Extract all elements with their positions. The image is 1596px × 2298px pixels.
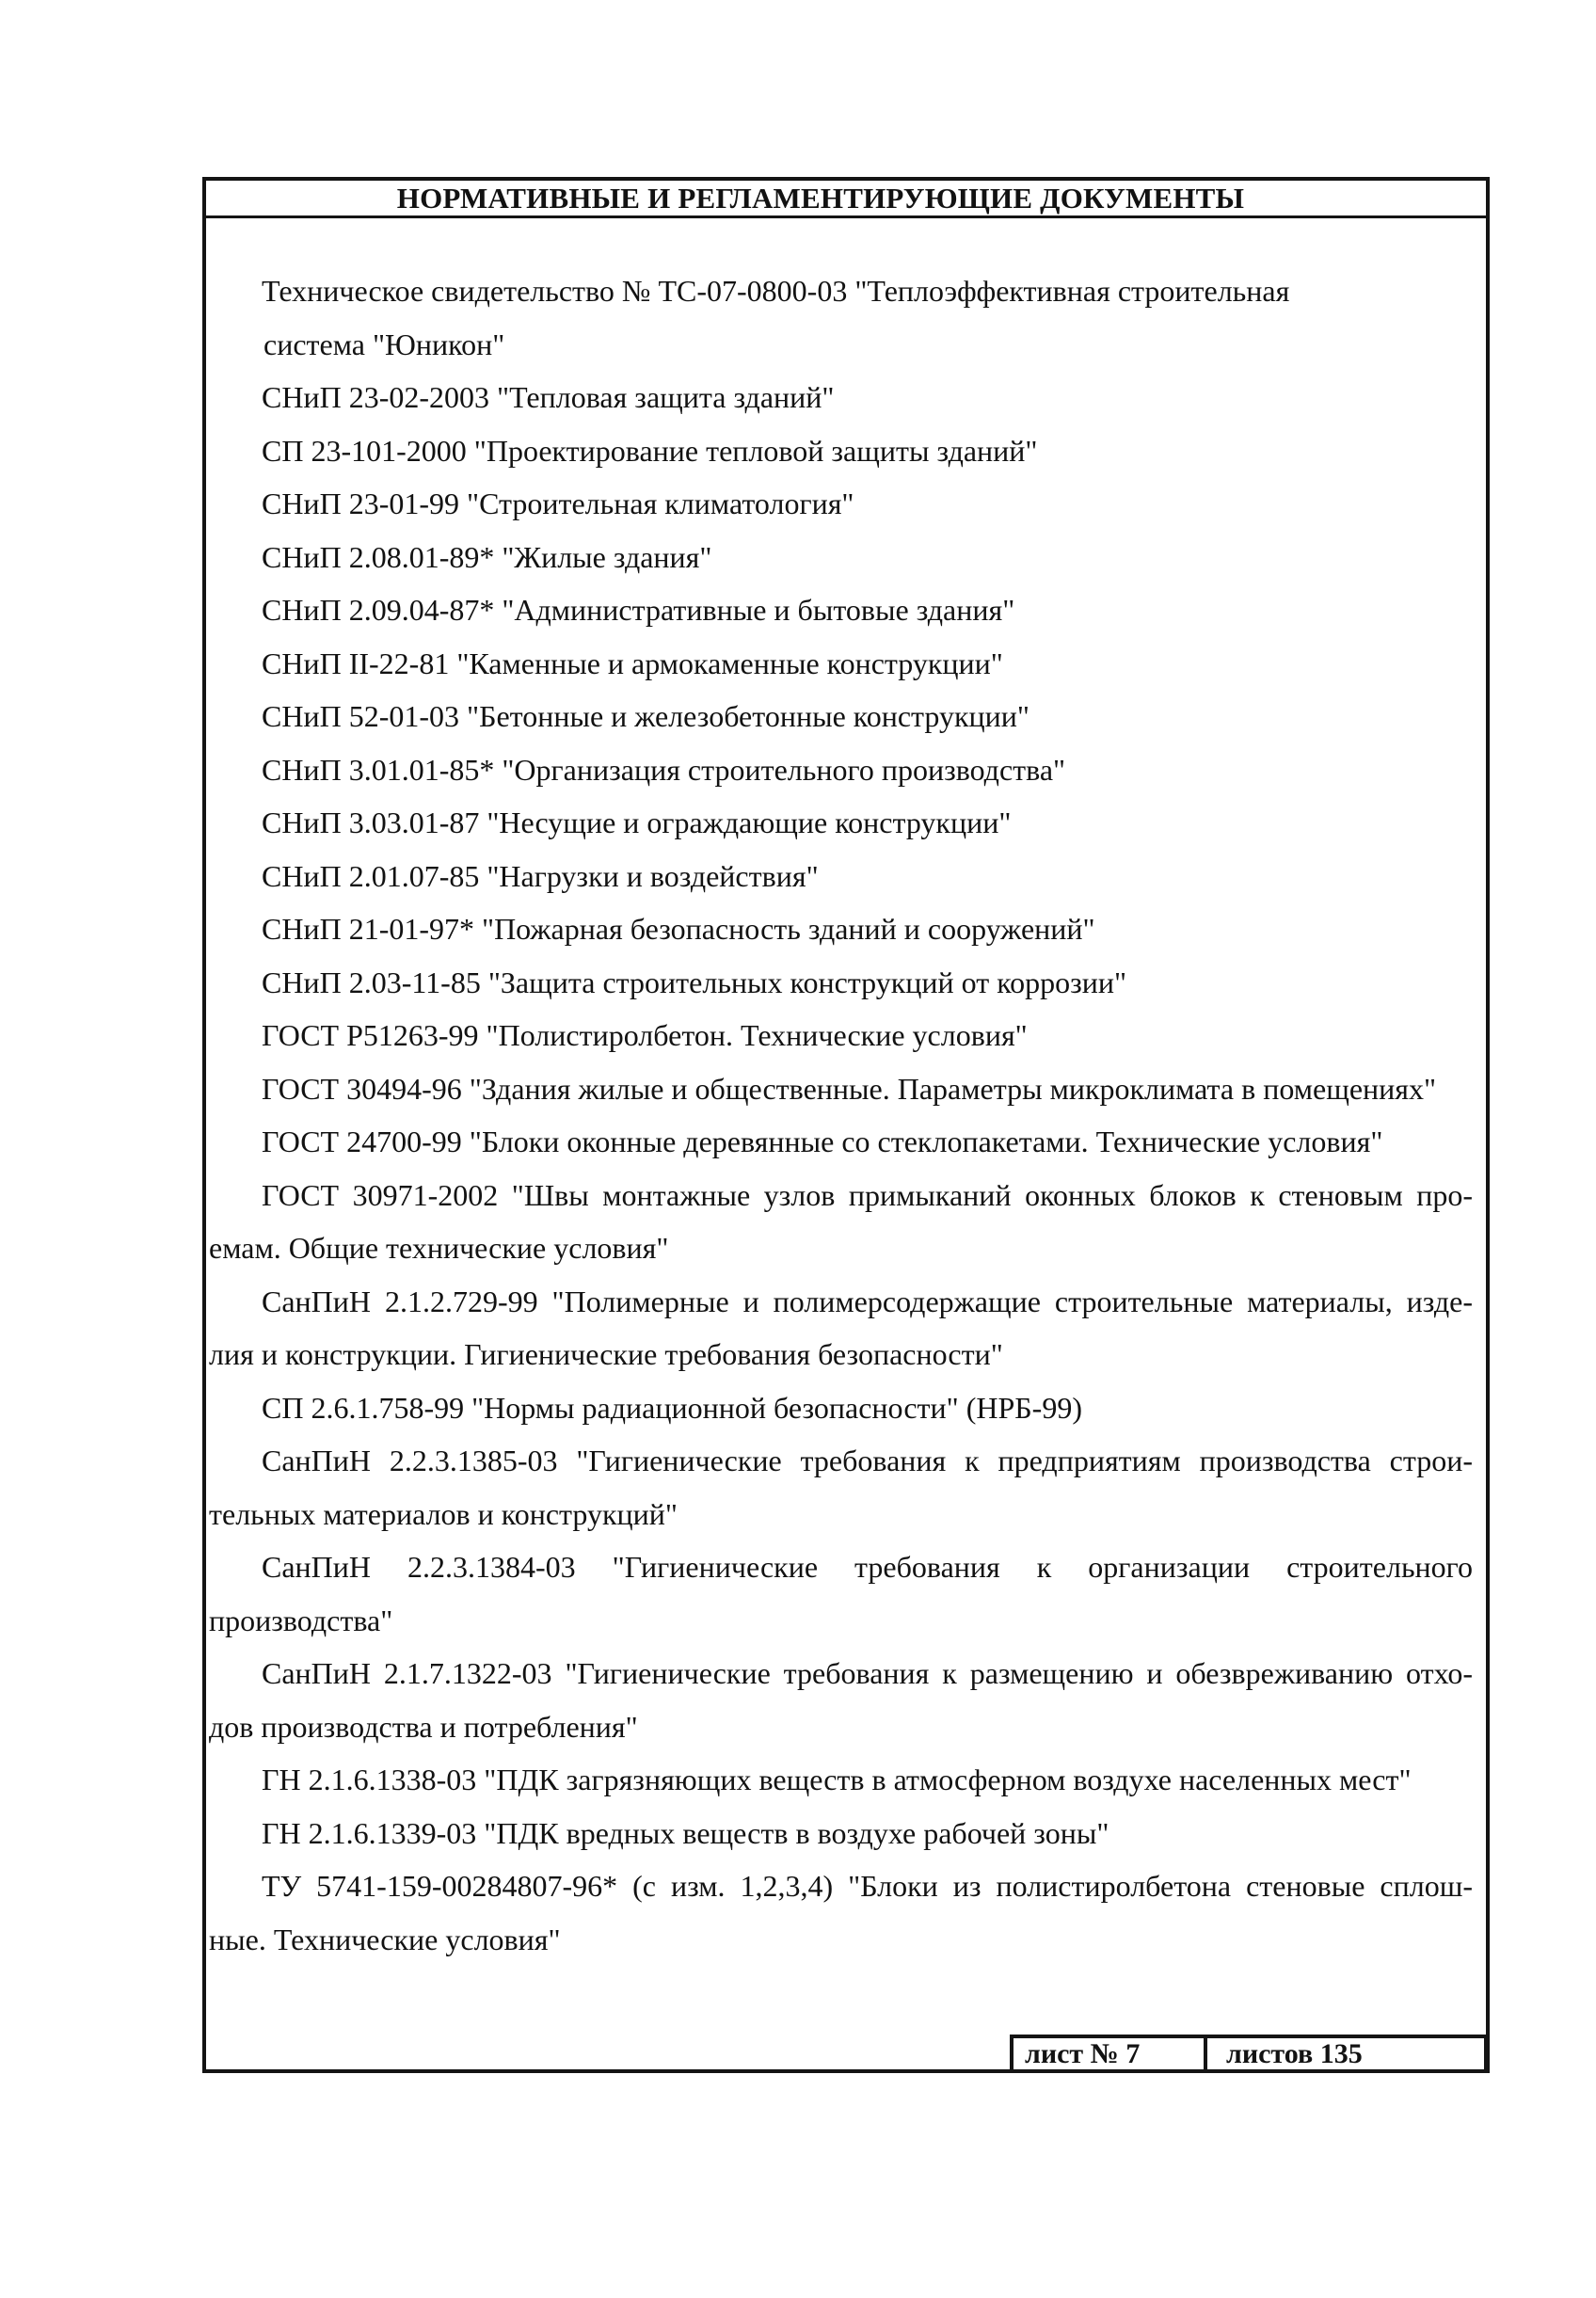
- document-entry: [0, 690, 1596, 743]
- entry-continuation-line: система "Юникон": [263, 327, 505, 361]
- entry-first-line: СП 23-101-2000 "Проектирование тепловой защиты зданий": [262, 433, 1038, 468]
- entry-first-line: ГОСТ 30494-96 "Здания жилые и общественные. Параметры микроклимата в помещениях": [262, 1071, 1437, 1106]
- document-entry: [0, 956, 1596, 1010]
- document-entry: [0, 531, 1596, 584]
- document-entry: [0, 850, 1596, 903]
- entry-continuation-line: емам. Общие технические условия": [209, 1231, 669, 1265]
- entry-first-line: Техническое свидетельство № ТС-07-0800-03 "Теплоэффективная строительная: [262, 274, 1290, 308]
- header-divider: [202, 215, 1490, 218]
- document-entry: [0, 743, 1596, 797]
- document-entries-list: [0, 264, 1596, 1966]
- entry-first-line: СНиП 52-01-03 "Бетонные и железобетонные конструкции": [262, 699, 1029, 733]
- entry-first-line: СНиП 23-02-2003 "Тепловая защита зданий": [262, 380, 835, 414]
- entry-first-line: СНиП 2.08.01-89* "Жилые здания": [262, 539, 712, 574]
- document-entry: [0, 583, 1596, 637]
- entry-continuation-line: производства": [209, 1603, 393, 1637]
- entry-first-line: СП 2.6.1.758-99 "Нормы радиационной безопасности" (НРБ-99): [262, 1390, 1082, 1425]
- entry-first-line: СанПиН 2.2.3.1385-03 "Гигиенические требования к предприятиям производства строи-: [262, 1444, 1473, 1477]
- document-entry: [0, 902, 1596, 956]
- sheets-label: листов: [1226, 2038, 1314, 2069]
- document-entry: [0, 1753, 1596, 1807]
- document-entry: [0, 1275, 1596, 1381]
- entry-first-line: СНиП 3.03.01-87 "Несущие и ограждающие конструкции": [262, 806, 1012, 839]
- entry-first-line: СанПиН 2.2.3.1384-03 "Гигиенические требования к организации строительного: [262, 1550, 1473, 1584]
- entry-continuation-line: дов производства и потребления": [209, 1709, 638, 1744]
- document-entry: [0, 1434, 1596, 1540]
- document-entry: [0, 1647, 1596, 1753]
- page-title: НОРМАТИВНЫЕ И РЕГЛАМЕНТИРУЮЩИЕ ДОКУМЕНТЫ: [396, 182, 1245, 215]
- sheet-number: 7: [1125, 2038, 1141, 2069]
- sheet-number-box: [1010, 2035, 1207, 2073]
- document-entry: [0, 1859, 1596, 1966]
- entry-first-line: ГОСТ Р51263-99 "Полистиролбетон. Технические условия": [262, 1018, 1028, 1052]
- document-entry: [0, 1169, 1596, 1275]
- entry-first-line: СНиП 2.09.04-87* "Административные и бытовые здания": [262, 593, 1015, 627]
- sheet-label: лист №: [1025, 2038, 1119, 2069]
- document-entry: [0, 424, 1596, 478]
- entry-first-line: СНиП 2.03-11-85 "Защита строительных конструкций от коррозии": [262, 965, 1127, 999]
- entry-first-line: СНиП 2.01.07-85 "Нагрузки и воздействия": [262, 858, 819, 893]
- entry-continuation-line: лия и конструкции. Гигиенические требования безопасности": [209, 1337, 1003, 1371]
- document-entry: [0, 1540, 1596, 1647]
- document-entry: [0, 371, 1596, 424]
- document-entry: [0, 264, 1596, 371]
- entry-first-line: ТУ 5741-159-00284807-96* (с изм. 1,2,3,4) "Блоки из полистиролбетона стеновые сплош-: [262, 1869, 1473, 1903]
- entry-first-line: ГОСТ 30971-2002 "Швы монтажные узлов примыканий оконных блоков к стеновым про-: [262, 1177, 1473, 1212]
- document-entry: [0, 477, 1596, 531]
- entry-first-line: ГОСТ 24700-99 "Блоки оконные деревянные со стеклопакетами. Технические условия": [262, 1125, 1383, 1158]
- entry-first-line: ГН 2.1.6.1339-03 "ПДК вредных веществ в воздухе рабочей зоны": [262, 1815, 1109, 1850]
- entry-first-line: СанПиН 2.1.7.1322-03 "Гигиенические требования к размещению и обезвреживанию отхо-: [262, 1656, 1473, 1690]
- document-entry: [0, 1381, 1596, 1435]
- document-entry: [0, 1009, 1596, 1062]
- document-entry: [0, 637, 1596, 691]
- sheets-total-box: [1204, 2035, 1488, 2073]
- document-entry: [0, 1807, 1596, 1860]
- entry-continuation-line: тельных материалов и конструкций": [209, 1496, 678, 1531]
- document-entry: [0, 1062, 1596, 1116]
- sheets-total: 135: [1319, 2038, 1363, 2069]
- entry-first-line: СанПиН 2.1.2.729-99 "Полимерные и полимерсодержащие строительные материалы, изде-: [262, 1284, 1473, 1318]
- entry-first-line: ГН 2.1.6.1338-03 "ПДК загрязняющих веществ в атмосферном воздухе населенных мест": [262, 1763, 1412, 1796]
- document-entry: [0, 1115, 1596, 1169]
- entry-first-line: СНиП II-22-81 "Каменные и армокаменные конструкции": [262, 646, 1003, 680]
- entry-first-line: СНиП 3.01.01-85* "Организация строительного производства": [262, 752, 1066, 787]
- entry-first-line: СНиП 23-01-99 "Строительная климатология": [262, 487, 854, 520]
- document-entry: [0, 796, 1596, 850]
- entry-first-line: СНиП 21-01-97* "Пожарная безопасность зданий и сооружений": [262, 912, 1095, 946]
- entry-continuation-line: ные. Технические условия": [209, 1922, 561, 1956]
